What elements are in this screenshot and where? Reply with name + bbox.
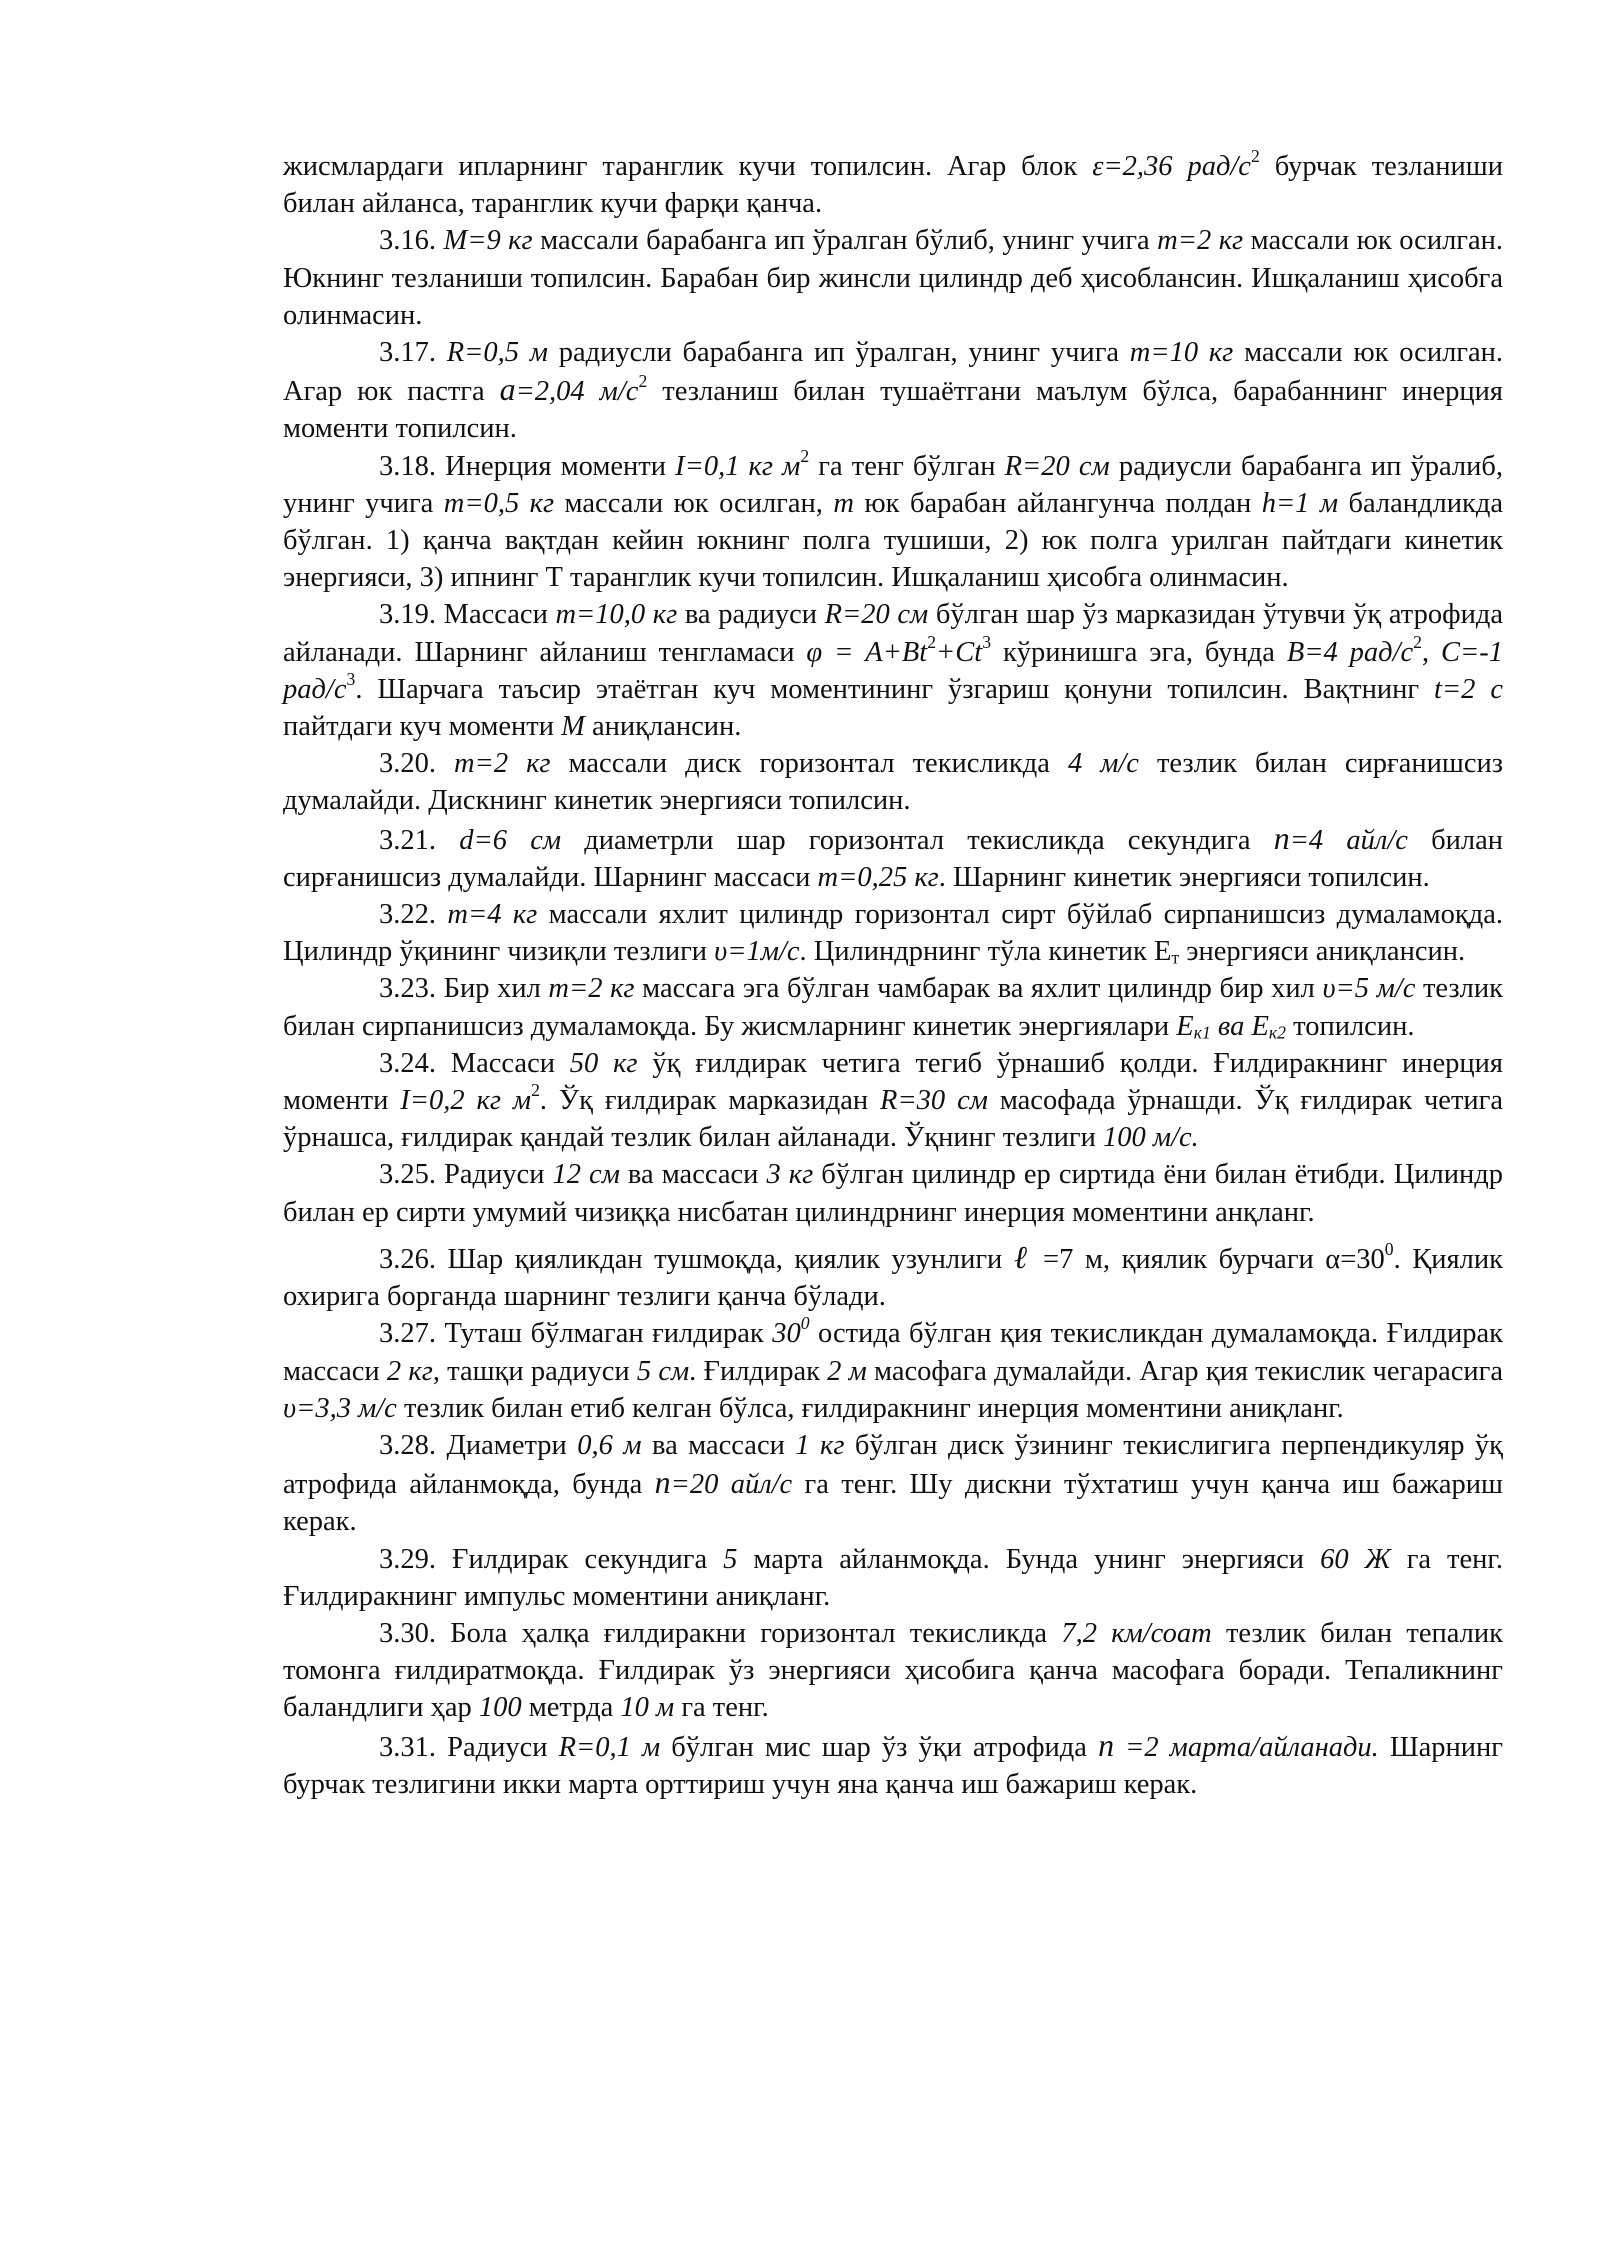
problem-3-22 [283,896,1503,970]
problem-3-24 [283,1045,1503,1157]
text-run: 3.25. Радиуси [379,1159,553,1191]
text-run: 3.31. Радиуси [379,1731,559,1763]
problem-3-29 [283,1541,1503,1615]
text-run: бўлган шар ўз марказидан ўтувчи ўқ атрофида айланади. Шарнинг айланиш тенгламаси [283,599,1503,668]
text-run: массали барабанга ип ўралган бўлиб, унинг учига [532,225,1158,257]
text-run: 3.22. [379,899,448,931]
text-run: E [1176,1010,1194,1042]
text-run: бўлган мис шар ўз ўқи атрофида [660,1731,1099,1763]
text-run: =20 айл/с [670,1469,793,1501]
text-run: массали юк осилган. Юкнинг тезланиши топилсин. Барабан бир жинсли цилиндр деб ҳисоблансин. Ишқаланиш ҳисобга олинмасин. [283,225,1504,331]
text-run: 2 [1250,145,1260,166]
text-run: бурчак тезланиши билан айланса, таранглик кучи фарқи қанча. [283,151,1503,220]
text-run: га тенг. Шу дискни тўхтатиш учун қанча иш бажариш керак. [283,1469,1503,1538]
problem-3-16 [283,222,1503,334]
text-run: радиусли барабанга ип ўралган, унинг учига [547,337,1130,369]
text-run: 3.29. Ғилдирак секундига [379,1543,724,1575]
text-run: 3.26. Шар қияликдан тушмоқда, қиялик узунлиги [379,1243,1014,1275]
text-run: тезлик билан етиб келган бўлса, ғилдиракнинг инерция моментини аниқланг. [396,1392,1344,1424]
text-run: R=0,5 м [446,337,548,369]
text-run: M [561,711,585,743]
text-run: m=10,0 кг [555,599,678,631]
text-run: , [1421,636,1442,668]
problem-3-19 [283,596,1503,745]
problem-3-28 [283,1427,1503,1541]
text-run: 3.23. Бир хил [379,973,549,1005]
text-run: m=4 кг [447,899,538,931]
text-run: 4 м/с [1067,748,1139,780]
text-run: 100 м/с. [1103,1122,1199,1154]
text-run: C=-1 рад/с [283,636,1504,705]
text-run: . Ғилдирак [689,1355,828,1387]
text-run: 3.17. [379,337,447,369]
text-run: 0 [800,1313,810,1334]
text-run: m=10 кг [1129,337,1234,369]
text-run: m=2 кг [454,748,551,780]
text-run: ℓ [1013,1239,1032,1275]
text-run: 2 м [827,1355,867,1387]
problem-3-21 [283,820,1503,896]
text-run: ва массаси [619,1159,767,1191]
problem-3-20 [283,745,1503,819]
text-run: 50 кг [569,1047,638,1079]
problem-3-17 [283,334,1503,448]
text-run: . Шарчага таъсир этаётган куч моментининг ўзгариш қонуни топилсин. Вақтнинг [355,673,1434,705]
text-run: ва радиуси [677,599,825,631]
text-run: =2,04 м/с [515,376,639,408]
text-run: 2 [531,1079,540,1100]
text-run: m=2 кг [1157,225,1244,257]
text-run: B=4 рад/с [1286,636,1414,668]
text-run: масофага думалайди. Агар қия текислик чегарасига [866,1355,1503,1387]
text-run: ε=2,36 рад/с [1092,151,1251,182]
document-page [283,145,1504,1803]
text-run: υ=3,3 м/с [283,1392,397,1424]
problem-3-30 [283,1615,1503,1727]
text-run: ва E [1210,1010,1269,1042]
problem-3-15-cont [283,145,1503,222]
text-run: энергияси аниқлансин. [1179,936,1466,968]
text-run: m=0,5 кг [443,487,555,519]
text-run: массали яхлит цилиндр горизонтал сирт бўйлаб сирпанишсиз думаламоқда. Цилиндр ўқининг чизиқли тезлиги [283,899,1504,968]
text-run: т [1171,947,1180,968]
text-run: 2 [638,370,648,391]
text-run: . Қиялик охирига борганда шарнинг тезлиги қанча бўлади. [283,1243,1503,1313]
text-run: n [1098,1727,1115,1763]
text-run: 3.20. [379,748,455,780]
problem-3-18 [283,445,1504,597]
text-run: 30 [772,1318,801,1350]
text-run: =2 марта/айланади. [1114,1731,1379,1763]
text-run: . Шарнинг кинетик энергияси топилсин. [938,861,1430,893]
text-run: . Цилиндрнинг тўла кинетик Е [799,936,1172,968]
text-run: . Ўқ ғилдирак марказидан [539,1085,881,1117]
text-run: 3.30. Бола ҳалқа ғилдиракни горизонтал текисликда [379,1617,1062,1649]
text-run: топилсин. [1285,1010,1415,1042]
text-run: 3.27. Туташ бўлмаган ғилдирак [379,1318,773,1350]
text-run: 0,6 м [577,1429,642,1461]
text-run: массали юк осилган. Агар юк пастга [283,337,1504,408]
text-run: тезлик билан сирғанишсиз думалайди. Дискнинг кинетик энергияси топилсин. [283,748,1504,817]
text-run: 5 см [636,1355,690,1387]
text-run: 7,2 км/соат [1061,1617,1212,1649]
text-run: массали юк осилган, [554,487,834,519]
text-run: бўлган диск ўзининг текислигига перпендикуляр ўқ атрофида айланмоқда, бунда [283,1429,1503,1501]
text-run: га тенг бўлган [809,450,1005,482]
text-run: d=6 см [459,824,562,856]
text-run: t=2 с [1433,673,1503,705]
text-run: 3 кг [766,1159,814,1191]
text-run: 3.16. [379,225,444,257]
text-run: 3.24. Массаси [379,1047,570,1079]
text-run: 12 см [552,1159,620,1191]
text-run: 3.19. Массаси [379,599,556,631]
text-run: I=0,1 кг м [675,450,801,482]
text-run: a [499,372,516,408]
text-run: баландликда бўлган. 1) қанча вақтдан кейин юкнинг полга тушиши, 2) юк полга урилган пайтдаги кинетик энергияси, 3) ипнинг Т таранглик кучи топилсин. Ишқаланиш ҳисобга олинмасин. [283,487,1504,594]
text-run: υ=5 м/с [1322,973,1416,1005]
text-run: кўринишга эга, бунда [991,636,1287,668]
text-run: массага эга бўлган чамбарак ва яхлит цилиндр бир хил [634,973,1323,1005]
problem-3-31 [283,1727,1503,1803]
text-run: 1 кг [795,1429,845,1461]
text-run: 2 кг [386,1355,433,1387]
problem-3-27 [283,1315,1503,1427]
text-run: 60 Ж [1320,1543,1391,1575]
text-run: n [654,1465,671,1501]
text-run: +Ct [936,636,983,668]
text-run: к2 [1268,1022,1286,1043]
text-run: аниқлансин. [584,711,742,743]
text-run: ва массаси [641,1429,796,1461]
text-run: R=0,1 м [558,1731,661,1763]
text-run: марта айланмоқда. Бунда унинг энергияси [737,1543,1321,1575]
text-run: υ=1м/с [714,936,800,968]
text-run: m [833,487,854,519]
text-run: 3 [982,631,992,652]
text-run: =7 м, қиялик бурчаги α=30 [1031,1243,1385,1275]
text-run: Шарнинг бурчак тезлигини икки марта орттириш учун яна қанча иш бажариш керак. [283,1731,1503,1800]
text-run: ўқ ғилдирак четига тегиб ўрнашиб қолди. Ғилдиракнинг инерция моменти [283,1047,1504,1117]
text-run: 2 [1413,631,1422,652]
text-run: метрда [521,1692,621,1724]
text-run: φ = A+Bt [806,636,928,668]
text-run: =4 айл/с [1289,824,1408,856]
text-run: R=30 см [880,1085,988,1117]
text-run: 2 [927,631,937,652]
problem-3-25 [283,1156,1503,1230]
text-run: 2 [800,445,810,466]
text-run: остида бўлган қия текисликдан думаламоқда. Ғилдирак массаси [283,1318,1503,1387]
text-run: к1 [1193,1022,1211,1043]
text-run: I=0,2 кг м [400,1085,532,1117]
text-run: га тенг. Ғилдиракнинг импульс моментини аниқланг. [283,1543,1504,1612]
text-run: тезланиш билан тушаётгани маълум бўлса, барабаннинг инерция моменти топилсин. [283,376,1503,445]
text-run: тезлик билан сирпанишсиз думаламоқда. Бу жисмларнинг кинетик энергиялари [283,973,1504,1042]
text-run: 0 [1384,1238,1394,1259]
text-run: 3.21. [379,824,460,856]
text-run: билан сирғанишсиз думалайди. Шарнинг массаси [283,824,1503,893]
problem-3-26 [283,1239,1503,1315]
text-run: 10 м [620,1692,675,1724]
text-run: m=2 кг [548,973,635,1005]
text-run: 100 [478,1692,522,1724]
text-run: юк барабан айлангунча полдан [853,487,1262,519]
text-run: га тенг. [674,1692,769,1724]
text-run: , ташқи радиуси [432,1355,637,1387]
text-run: жисмлардаги ипларнинг таранглик кучи топилсин. Агар блок [283,151,1093,182]
text-run: 3 [346,668,356,689]
text-run: h=1 м [1261,487,1339,519]
text-run: m=0,25 кг [817,861,939,893]
text-run: 3.18. Инерция моменти [379,450,676,482]
text-run: диаметрли шар горизонтал текисликда секундига [561,824,1274,856]
text-run: масофада ўрнашди. Ўқ ғилдирак четига ўрнашса, ғилдирак қандай тезлик билан айланади. Ўқнинг тезлиги [283,1085,1504,1154]
text-run: бўлган цилиндр ер сиртида ёни билан ётибди. Цилиндр билан ер сирти умумий чизиққа нисбатан цилиндрнинг инерция моментини анқланг. [283,1159,1504,1228]
text-run: 3.28. Диаметри [379,1429,578,1461]
text-run: тезлик билан тепалик томонга ғилдиратмоқда. Ғилдирак ўз энергияси ҳисобига қанча масофага боради. Тепаликнинг баландлиги ҳар [283,1617,1503,1724]
text-run: 5 [723,1543,738,1575]
text-run: массали диск горизонтал текисликда [550,748,1068,780]
text-run: пайтдаги куч моменти [283,711,562,743]
text-run: n [1273,820,1290,856]
problem-3-23 [283,970,1503,1044]
text-run: M=9 кг [443,225,533,257]
text-run: радиусли барабанга ип ўралиб, унинг учига [283,450,1504,519]
text-run: R=20 см [1004,450,1110,482]
text-run: R=20 см [824,599,929,631]
